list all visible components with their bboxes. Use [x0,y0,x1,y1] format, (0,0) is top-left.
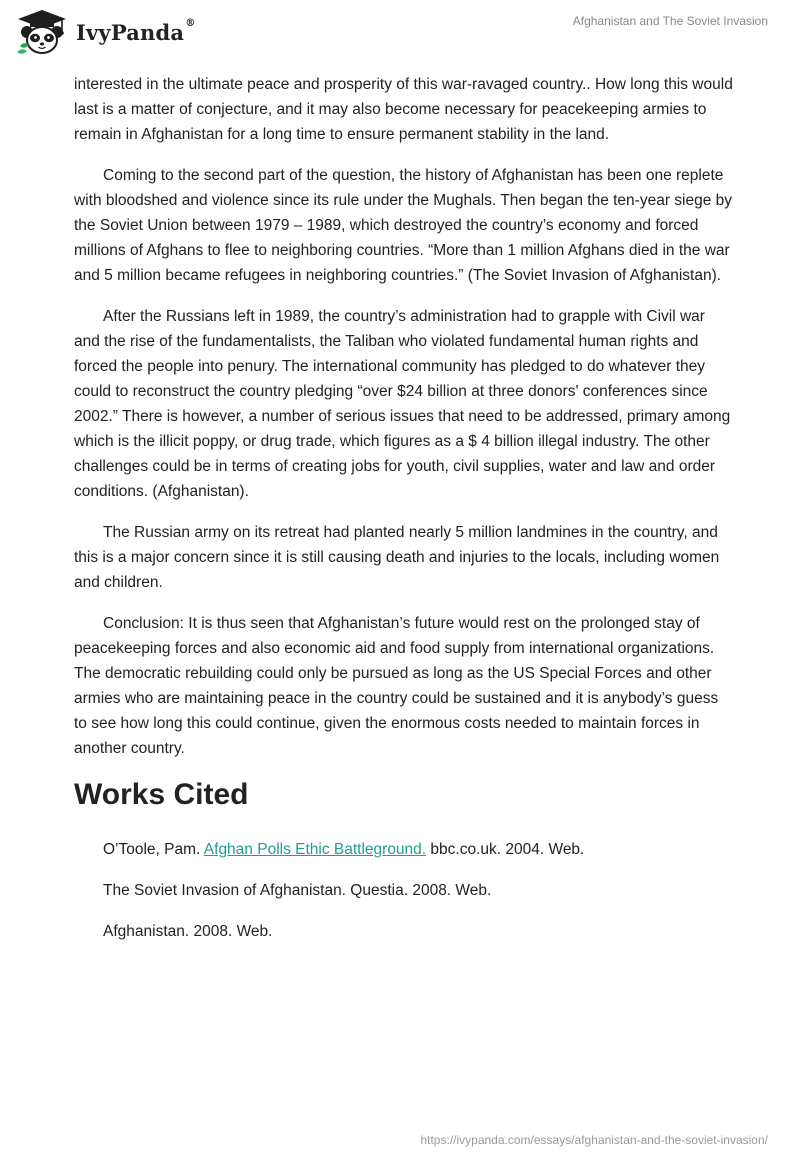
citation-author: O’Toole, Pam. [103,841,204,858]
body-paragraph: Conclusion: It is thus seen that Afghanistan’s future would rest on the prolonged stay of peacekeeping forces and also economic aid and food supply from international organizations. The democratic rebuilding could only be pursued as long as the US Special Forces and other armies who are maintaining peace in the country could be sustained and it is anybody’s guess to see how long this could continue, given the enormous costs needed to maintain forces in another country. [74,615,719,757]
ivypanda-logo[interactable] [16,8,195,56]
document-title: Afghanistan and The Soviet Invasion [572,14,768,28]
body-paragraph: After the Russians left in 1989, the country’s administration had to grapple with Civil war and the rise of the fundamentalists, the Taliban who violated fundamental human rights and forced the people into penury. The international community has pledged to do whatever they could to reconstruct the country pledging “over $24 billion at three donors' conferences since 2002.” There is however, a number of serious issues that need to be addressed, primary among which is the illicit poppy, or drug trade, which figures as a $ 4 billion illegal industry. The other challenges could be in terms of creating jobs for youth, civil supplies, water and law and order conditions. (Afghanistan). [74,308,731,500]
page-header [0,0,800,70]
registered-mark: ® [185,17,196,29]
citation-link[interactable]: Afghan Polls Ethic Battleground. [203,841,427,858]
source-url[interactable]: https://ivypanda.com/essays/afghanistan-and-the-soviet-invasion/ [420,1133,768,1147]
citation-entry: The Soviet Invasion of Afghanistan. Questia. 2008. Web. [103,882,492,899]
logo-text: IvyPanda® [76,17,196,45]
citation-source: bbc.co.uk. 2004. Web. [426,841,585,858]
essay-body [74,72,734,960]
works-cited-heading: Works Cited [74,778,249,811]
body-paragraph: The Russian army on its retreat had planted nearly 5 million landmines in the country, and this is a major concern since it is still causing death and injuries to the locals, including women and children. [74,524,720,591]
panda-graduate-icon [16,8,68,56]
body-paragraph: Coming to the second part of the question, the history of Afghanistan has been one replete with bloodshed and violence since its rule under the Mughals. Then began the ten-year siege by the Soviet Union between 1979 – 1989, which destroyed the country’s economy and forced millions of Afghans to flee to neighboring countries. “More than 1 million Afghans died in the war and 5 million became refugees in neighboring countries.” (The Soviet Invasion of Afghanistan). [74,167,733,284]
body-paragraph: interested in the ultimate peace and prosperity of this war-ravaged country.. How long this would last is a matter of conjecture, and it may also become necessary for peacekeeping armies to remain in Afghanistan for a long time to ensure permanent stability in the land. [74,76,733,143]
citation-entry [103,837,734,862]
citation-entry: Afghanistan. 2008. Web. [103,923,273,940]
